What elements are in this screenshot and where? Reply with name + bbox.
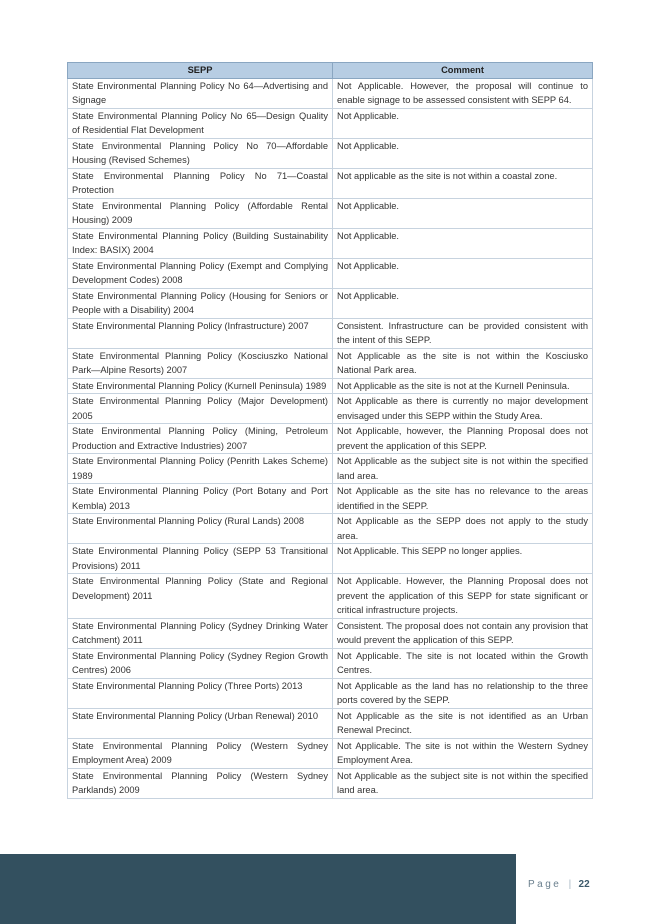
comment-cell: Not Applicable as the site has no relevance to the areas identified in the SEPP. [333,484,593,514]
sepp-cell: State Environmental Planning Policy (Kosciuszko National Park—Alpine Resorts) 2007 [68,348,333,378]
comment-cell: Not Applicable as the site is not within the Kosciusko National Park area. [333,348,593,378]
table-row [68,648,593,678]
page-number [528,879,590,890]
sepp-cell: State Environmental Planning Policy (Three Ports) 2013 [68,678,333,708]
footer-bar [0,854,516,924]
comment-cell: Not Applicable as the site is not at the Kurnell Peninsula. [333,378,593,394]
comment-cell: Not Applicable. [333,108,593,138]
sepp-cell: State Environmental Planning Policy (Rural Lands) 2008 [68,514,333,544]
sepp-table-container [67,62,592,799]
sepp-cell: State Environmental Planning Policy No 65—Design Quality of Residential Flat Development [68,108,333,138]
table-row [68,738,593,768]
sepp-cell: State Environmental Planning Policy (Urban Renewal) 2010 [68,708,333,738]
table-row [68,454,593,484]
table-row [68,228,593,258]
table-row [68,198,593,228]
table-row [68,768,593,798]
comment-cell: Not Applicable. [333,198,593,228]
comment-cell: Not Applicable. The site is not located within the Growth Centres. [333,648,593,678]
sepp-cell: State Environmental Planning Policy (SEPP 53 Transitional Provisions) 2011 [68,544,333,574]
table-row [68,618,593,648]
comment-cell: Not Applicable. [333,258,593,288]
comment-cell: Not Applicable as the land has no relationship to the three ports covered by the SEPP. [333,678,593,708]
sepp-cell: State Environmental Planning Policy (Affordable Rental Housing) 2009 [68,198,333,228]
comment-cell: Consistent. Infrastructure can be provided consistent with the intent of this SEPP. [333,318,593,348]
comment-cell: Consistent. The proposal does not contain any provision that would prevent the application of this SEPP. [333,618,593,648]
table-row [68,394,593,424]
page-label: Page [528,879,562,890]
table-row [68,258,593,288]
column-header-sepp: SEPP [68,63,333,79]
sepp-cell: State Environmental Planning Policy (Mining, Petroleum Production and Extractive Industries) 2007 [68,424,333,454]
sepp-cell: State Environmental Planning Policy (Port Botany and Port Kembla) 2013 [68,484,333,514]
table-row [68,708,593,738]
comment-cell: Not Applicable. However, the proposal will continue to enable signage to be assessed consistent with SEPP 64. [333,78,593,108]
sepp-cell: State Environmental Planning Policy (Sydney Region Growth Centres) 2006 [68,648,333,678]
sepp-cell: State Environmental Planning Policy (Building Sustainability Index: BASIX) 2004 [68,228,333,258]
table-row [68,138,593,168]
comment-cell: Not Applicable as the SEPP does not apply to the study area. [333,514,593,544]
table-header-row [68,63,593,79]
sepp-cell: State Environmental Planning Policy No 70—Affordable Housing (Revised Schemes) [68,138,333,168]
table-row [68,168,593,198]
sepp-cell: State Environmental Planning Policy No 71—Coastal Protection [68,168,333,198]
table-row [68,574,593,619]
table-row [68,678,593,708]
sepp-cell: State Environmental Planning Policy No 64—Advertising and Signage [68,78,333,108]
table-row [68,424,593,454]
comment-cell: Not applicable as the site is not within a coastal zone. [333,168,593,198]
table-row [68,514,593,544]
comment-cell: Not Applicable. [333,228,593,258]
sepp-cell: State Environmental Planning Policy (Exempt and Complying Development Codes) 2008 [68,258,333,288]
table-row [68,78,593,108]
table-row [68,544,593,574]
table-row [68,318,593,348]
sepp-cell: State Environmental Planning Policy (Penrith Lakes Scheme) 1989 [68,454,333,484]
sepp-cell: State Environmental Planning Policy (Sydney Drinking Water Catchment) 2011 [68,618,333,648]
comment-cell: Not Applicable. [333,288,593,318]
comment-cell: Not Applicable as the subject site is not within the specified land area. [333,768,593,798]
page-separator: | [568,879,572,890]
table-row [68,378,593,394]
comment-cell: Not Applicable, however, the Planning Proposal does not prevent the application of this SEPP. [333,424,593,454]
table-row [68,484,593,514]
comment-cell: Not Applicable as the site is not identified as an Urban Renewal Precinct. [333,708,593,738]
table-row [68,348,593,378]
comment-cell: Not Applicable. The site is not within the Western Sydney Employment Area. [333,738,593,768]
sepp-cell: State Environmental Planning Policy (Kurnell Peninsula) 1989 [68,378,333,394]
sepp-cell: State Environmental Planning Policy (Infrastructure) 2007 [68,318,333,348]
sepp-table [67,62,593,799]
comment-cell: Not Applicable. This SEPP no longer applies. [333,544,593,574]
page-number-value: 22 [578,879,590,890]
sepp-cell: State Environmental Planning Policy (Major Development) 2005 [68,394,333,424]
sepp-cell: State Environmental Planning Policy (Western Sydney Employment Area) 2009 [68,738,333,768]
comment-cell: Not Applicable as the subject site is not within the specified land area. [333,454,593,484]
table-row [68,288,593,318]
sepp-cell: State Environmental Planning Policy (Western Sydney Parklands) 2009 [68,768,333,798]
column-header-comment: Comment [333,63,593,79]
sepp-cell: State Environmental Planning Policy (State and Regional Development) 2011 [68,574,333,619]
table-row [68,108,593,138]
comment-cell: Not Applicable. However, the Planning Proposal does not prevent the application of this SEPP for state significant or critical infrastructure projects. [333,574,593,619]
sepp-cell: State Environmental Planning Policy (Housing for Seniors or People with a Disability) 2004 [68,288,333,318]
comment-cell: Not Applicable. [333,138,593,168]
comment-cell: Not Applicable as there is currently no major development envisaged under this SEPP within the Study Area. [333,394,593,424]
